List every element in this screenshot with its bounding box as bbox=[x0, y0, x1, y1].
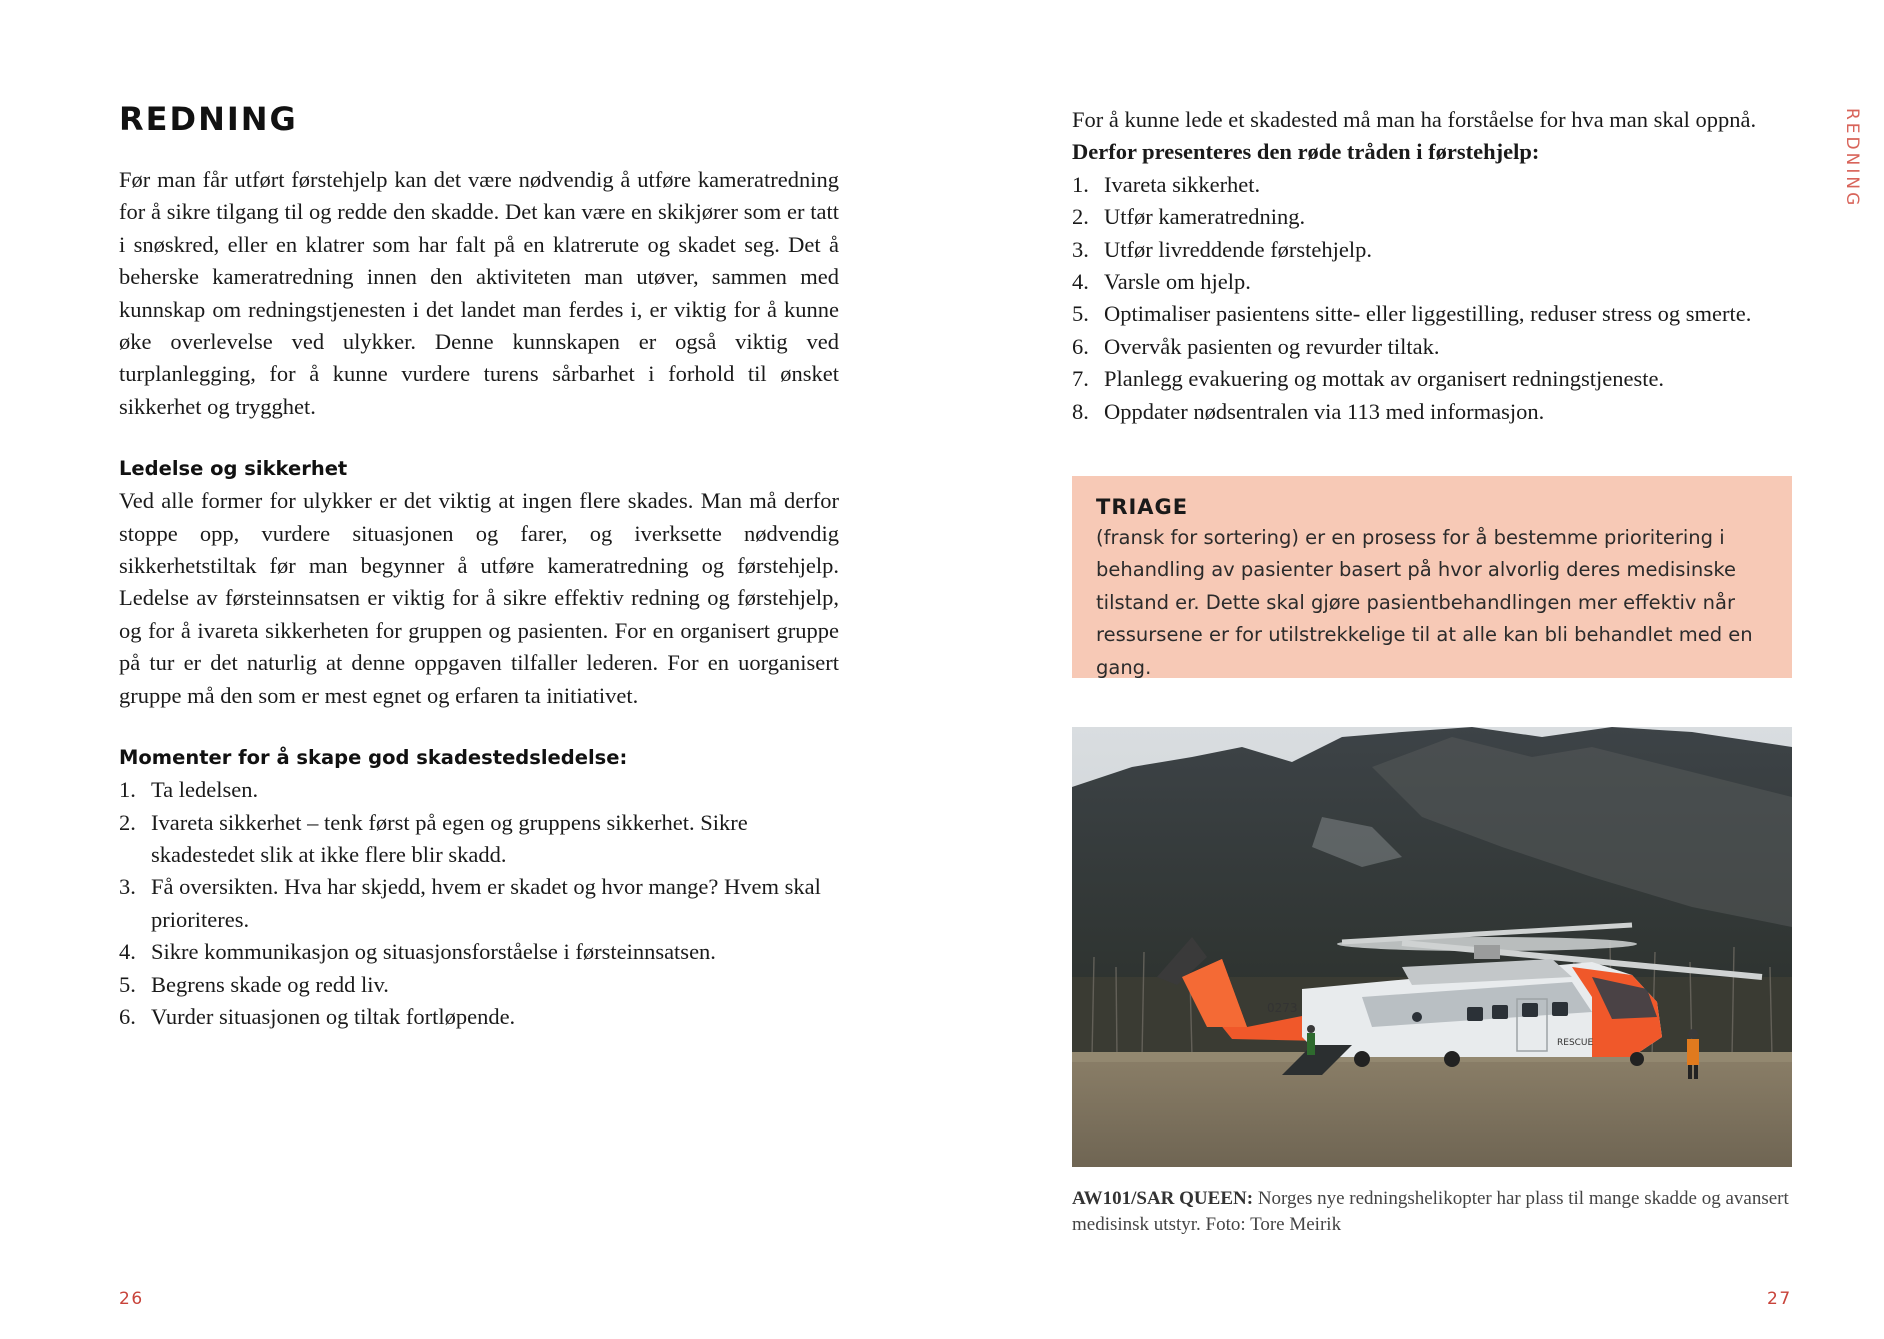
chapter-side-tab bbox=[1838, 108, 1868, 208]
section-heading-momenter: Momenter for å skape god skadestedsledelse: bbox=[119, 746, 628, 770]
list-text: Planlegg evakuering og mottak av organisert redningstjeneste. bbox=[1104, 366, 1665, 392]
list-item bbox=[119, 807, 839, 872]
right-page bbox=[1072, 104, 1794, 428]
section-paragraph-ledelse: Ved alle former for ulykker er det viktig at ingen flere skades. Man må derfor stoppe opp, vurdere situasjonen og farer, og iverksette nødvendig sikkerhetstiltak før man begynner å utføre kameratredning og førstehjelp. Ledelse av førsteinnsatsen er viktig for å sikre effektiv redning og førstehjelp, og for å ivareta sikkerheten for gruppen og pasienten. For en organisert gruppe på tur er det naturlig at denne oppgaven tilfaller lederen. For en uorganisert gruppe må den som er mest egnet og erfaren ta initiativet. bbox=[119, 488, 839, 708]
list-number: 4. bbox=[1072, 269, 1089, 295]
helicopter-photo bbox=[1072, 727, 1792, 1167]
list-text: Begrens skade og redd liv. bbox=[151, 971, 389, 997]
list-item bbox=[119, 1001, 839, 1033]
list-text: Oppdater nødsentralen via 113 med informasjon. bbox=[1104, 398, 1545, 424]
list-item bbox=[119, 774, 839, 806]
list-item bbox=[1072, 234, 1794, 266]
red-thread-list bbox=[1072, 169, 1794, 428]
list-text: Varsle om hjelp. bbox=[1104, 269, 1251, 295]
list-item bbox=[1072, 169, 1794, 201]
list-text: Overvåk pasienten og revurder tiltak. bbox=[1104, 333, 1440, 359]
chapter-side-tab-label: REDNING bbox=[1842, 108, 1862, 209]
tail-number-text: 0273 bbox=[1267, 1001, 1298, 1015]
intro-paragraph: Før man får utført førstehjelp kan det være nødvendig å utføre kameratredning for å sikre tilgang til og redde den skadde. Det kan være en skikjører som er tatt i snøskred, eller en klatrer som har falt på en klatrerute og skadet seg. Det å beherske kameratredning innen den aktiviteten man utøver, sammen med kunnskap om redningstjenesten i det landet man ferdes i, er viktig for å kunne øke overlevelse ved ulykker. Denne kunnskapen er også viktig ved turplanlegging, for å kunne vurdere turens sårbarhet i forhold til ønsket sikkerhet og trygghet. bbox=[119, 167, 839, 419]
rescue-label-text: RESCUE bbox=[1557, 1038, 1594, 1048]
list-item bbox=[1072, 331, 1794, 363]
triage-info-box bbox=[1072, 476, 1792, 678]
caption-text: Norges nye redningshelikopter har plass til mange skadde og avansert medisinsk utstyr. Foto: Tore Meirik bbox=[1072, 1188, 1789, 1235]
list-text: Sikre kommunikasjon og situasjonsforståelse i førsteinnsatsen. bbox=[151, 939, 716, 965]
left-page bbox=[119, 100, 839, 1033]
photo-caption bbox=[1072, 1186, 1794, 1238]
list-text: Få oversikten. Hva har skjedd, hvem er skadet og hvor mange? Hvem skal prioriteres. bbox=[151, 874, 821, 932]
list-number: 4. bbox=[119, 939, 136, 965]
page-title: REDNING bbox=[119, 100, 298, 138]
list-item bbox=[1072, 201, 1794, 233]
list-item bbox=[1072, 363, 1794, 395]
list-number: 5. bbox=[1072, 301, 1089, 327]
list-item bbox=[119, 871, 839, 936]
list-text: Vurder situasjonen og tiltak fortløpende. bbox=[151, 1003, 516, 1029]
list-number: 2. bbox=[1072, 204, 1089, 230]
list-number: 3. bbox=[1072, 236, 1089, 262]
list-number: 1. bbox=[1072, 171, 1089, 197]
list-text: Utfør livreddende førstehjelp. bbox=[1104, 236, 1373, 262]
page-number-right: 27 bbox=[1767, 1289, 1792, 1309]
section-heading-ledelse: Ledelse og sikkerhet bbox=[119, 457, 348, 481]
list-number: 6. bbox=[119, 1003, 136, 1029]
list-text: Ta ledelsen. bbox=[151, 777, 259, 803]
list-text: Optimaliser pasientens sitte- eller liggestilling, reduser stress og smerte. bbox=[1104, 301, 1752, 327]
list-item bbox=[119, 936, 839, 968]
list-text: Ivareta sikkerhet – tenk først på egen og gruppens sikkerhet. Sikre skadestedet slik at ikke flere blir skadd. bbox=[151, 809, 748, 867]
list-number: 6. bbox=[1072, 333, 1089, 359]
triage-text: (fransk for sortering) er en prosess for å bestemme prioritering i behandling av pasienter basert på hvor alvorlig deres medisinske tilstand er. Dette skal gjøre pasientbehandlingen mer effektiv når ressursene er for utilstrekkelige til at alle kan bli behandlet med en gang. bbox=[1096, 526, 1753, 679]
momenter-list bbox=[119, 774, 839, 1033]
list-item bbox=[1072, 298, 1794, 330]
list-item bbox=[1072, 266, 1794, 298]
list-number: 2. bbox=[119, 809, 136, 835]
triage-title: TRIAGE bbox=[1096, 495, 1189, 519]
list-number: 1. bbox=[119, 777, 136, 803]
list-item bbox=[1072, 396, 1794, 428]
list-text: Utfør kameratredning. bbox=[1104, 204, 1306, 230]
page-number-left: 26 bbox=[119, 1289, 144, 1309]
list-number: 5. bbox=[119, 971, 136, 997]
list-number: 8. bbox=[1072, 398, 1089, 424]
list-number: 3. bbox=[119, 874, 136, 900]
list-text: Ivareta sikkerhet. bbox=[1104, 171, 1261, 197]
right-intro-line: For å kunne lede et skadested må man ha forståelse for hva man skal oppnå. bbox=[1072, 107, 1757, 132]
list-item bbox=[119, 969, 839, 1001]
caption-title: AW101/SAR QUEEN: bbox=[1072, 1188, 1254, 1209]
right-intro-bold: Derfor presenteres den røde tråden i førstehjelp: bbox=[1072, 139, 1540, 165]
list-number: 7. bbox=[1072, 366, 1089, 392]
